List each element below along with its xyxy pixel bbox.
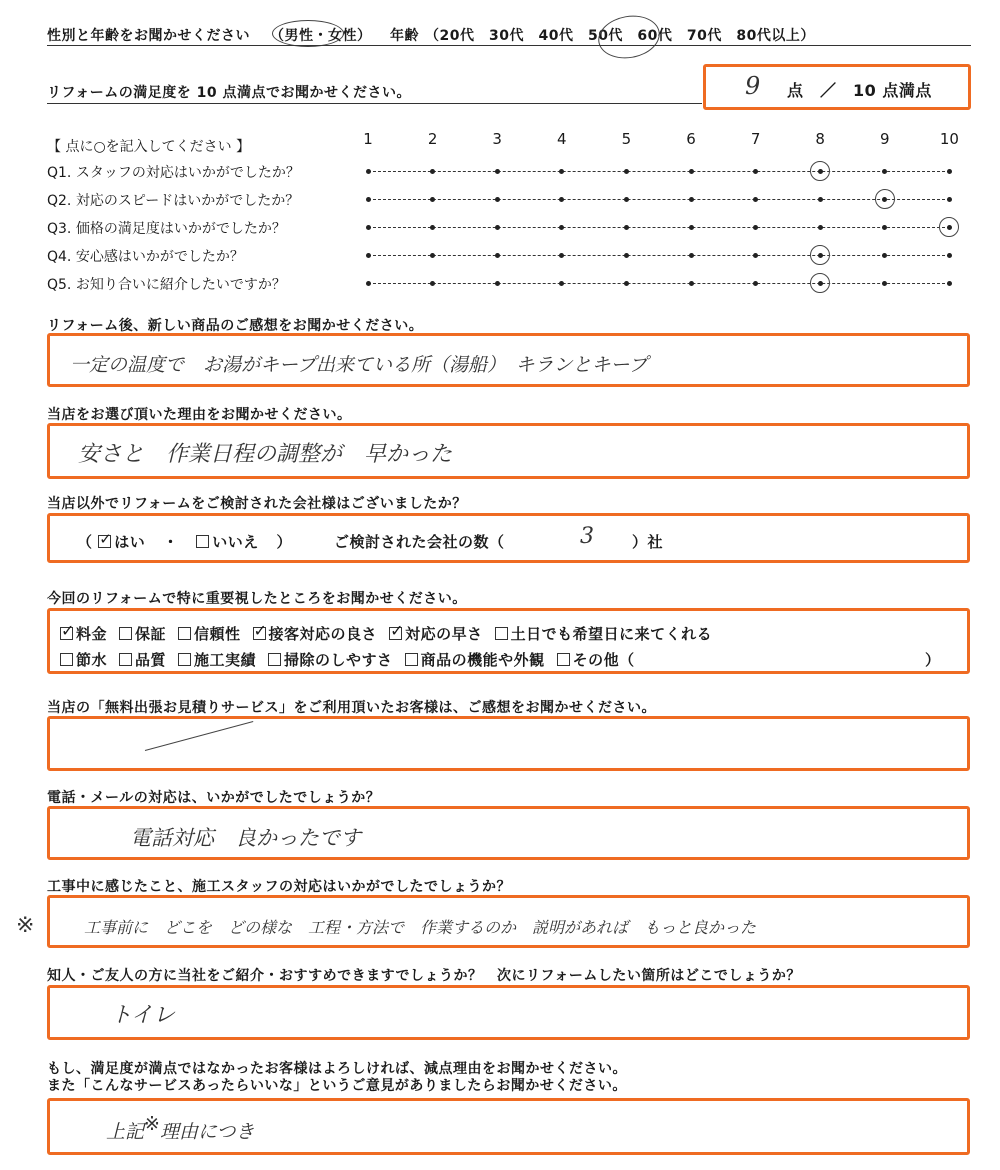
- open-paren: （: [77, 533, 93, 551]
- scale-number: 10: [939, 130, 959, 148]
- reason-question: 当店をお選び頂いた理由をお聞かせください。: [47, 407, 352, 423]
- recommend-answer: トイレ: [110, 1003, 175, 1028]
- phone-question: 電話・メールの対応は、いかがでしたでしょうか？: [47, 790, 381, 806]
- rating-point[interactable]: [882, 253, 887, 258]
- priority-checkbox[interactable]: [253, 621, 268, 640]
- rating-point[interactable]: [495, 253, 500, 258]
- rating-selected-circle: [810, 273, 830, 293]
- scale-number: 4: [557, 130, 567, 148]
- rating-dotted-line: [368, 227, 950, 228]
- priority-checkbox[interactable]: [60, 653, 73, 666]
- priority-option[interactable]: [389, 621, 483, 643]
- priority-checkbox[interactable]: [557, 653, 570, 666]
- rating-point[interactable]: [430, 197, 435, 202]
- priority-label: 品質: [135, 651, 167, 669]
- rating-point[interactable]: [366, 253, 371, 258]
- rating-point[interactable]: [947, 253, 952, 258]
- priority-checkbox[interactable]: [178, 627, 191, 640]
- other-companies-question: 当店以外でリフォームをご検討された会社様はございましたか？: [47, 496, 467, 512]
- rating-question-label: Q2. 対応のスピードはいかがでしたか？: [47, 193, 300, 209]
- rating-point[interactable]: [366, 197, 371, 202]
- priority-option[interactable]: [119, 625, 166, 643]
- priority-label: その他（: [572, 651, 635, 669]
- scale-number: 2: [427, 130, 438, 148]
- rating-point[interactable]: [689, 225, 694, 230]
- priority-checkbox[interactable]: [268, 653, 281, 666]
- rating-selected-circle: [939, 217, 959, 237]
- construction-answer: 工事前に どこを どの様な 工程・方法で 作業するのか 説明があれば もっと良かった: [84, 918, 757, 937]
- rating-point[interactable]: [430, 169, 435, 174]
- no-label: いいえ: [212, 533, 259, 551]
- rating-point[interactable]: [947, 281, 952, 286]
- priority-label: 信頼性: [194, 625, 241, 643]
- rating-point[interactable]: [753, 169, 758, 174]
- priority-checkbox[interactable]: [495, 627, 508, 640]
- improvement-answer-pre: 上記: [106, 1121, 145, 1143]
- recommend-question: 知人・ご友人の方に当社をご紹介・おすすめできますでしょうか？ 次にリフォームしたい箇所はどこでしょうか？: [47, 968, 801, 984]
- priorities-other-close: ）: [925, 651, 941, 669]
- rating-point[interactable]: [559, 169, 564, 174]
- phone-answer: 電話対応 良かったです: [130, 826, 361, 850]
- rating-point[interactable]: [882, 281, 887, 286]
- rating-point[interactable]: [430, 253, 435, 258]
- rating-point[interactable]: [947, 197, 952, 202]
- rating-point[interactable]: [495, 169, 500, 174]
- rating-point[interactable]: [559, 253, 564, 258]
- priority-label: 対応の早さ: [405, 625, 483, 643]
- construction-question: 工事中に感じたこと、施工スタッフの対応はいかがでしたでしょうか？: [47, 879, 511, 895]
- rating-point[interactable]: [495, 197, 500, 202]
- priority-option[interactable]: [60, 651, 107, 669]
- scale-number: 9: [880, 130, 890, 148]
- priority-option[interactable]: [495, 625, 713, 643]
- satisfaction-question: リフォームの満足度を 10 点満点でお聞かせください。: [47, 85, 412, 101]
- priority-label: 掃除のしやすさ: [284, 651, 393, 669]
- priority-option[interactable]: [119, 651, 166, 669]
- scale-number: 1: [363, 130, 373, 148]
- rating-selected-circle: [810, 245, 830, 265]
- rating-point[interactable]: [947, 169, 952, 174]
- gender-age-label: 性別と年齢をお聞かせください: [47, 28, 250, 44]
- priorities-row-1: [60, 623, 724, 644]
- rating-point[interactable]: [882, 225, 887, 230]
- priority-checkbox[interactable]: [119, 653, 132, 666]
- rating-point[interactable]: [366, 169, 371, 174]
- priority-checkbox[interactable]: [178, 653, 191, 666]
- rating-point[interactable]: [882, 169, 887, 174]
- priority-option[interactable]: [178, 651, 256, 669]
- priority-option[interactable]: [253, 621, 378, 643]
- scale-number: 5: [621, 130, 632, 148]
- rating-point[interactable]: [818, 197, 823, 202]
- rating-point[interactable]: [495, 225, 500, 230]
- priority-label: 接客対応の良さ: [268, 625, 378, 643]
- rating-question-label: Q1. スタッフの対応はいかがでしたか？: [47, 165, 300, 181]
- scale-number: 6: [686, 130, 696, 148]
- company-count-label: ご検討された会社の数（: [334, 533, 505, 551]
- rating-dotted-line: [368, 283, 950, 284]
- rating-point[interactable]: [689, 169, 694, 174]
- company-count-value: 3: [580, 524, 594, 549]
- rating-selected-circle: [810, 161, 830, 181]
- improvement-question-1: もし、満足度が満点ではなかったお客様はよろしければ、減点理由をお聞かせください。: [47, 1061, 627, 1077]
- priority-option[interactable]: [60, 621, 108, 643]
- priority-label: 商品の機能や外観: [420, 651, 545, 669]
- priority-label: 土日でも希望日に来てくれる: [510, 625, 713, 643]
- scale-number: 3: [492, 130, 502, 148]
- check-mark: ✓: [390, 621, 404, 640]
- rating-point[interactable]: [559, 281, 564, 286]
- scale-number: 7: [750, 130, 761, 148]
- rating-point[interactable]: [495, 281, 500, 286]
- priority-checkbox[interactable]: [405, 653, 418, 666]
- rating-instruction: 【 点に○を記入してください 】: [47, 139, 251, 155]
- check-mark: ✓: [253, 621, 268, 640]
- rating-question-label: Q5. お知り合いに紹介したいですか？: [47, 277, 286, 293]
- satisfaction-score: 9: [745, 72, 761, 100]
- rating-point[interactable]: [624, 197, 629, 202]
- rating-question-label: Q3. 価格の満足度はいかがでしたか？: [47, 221, 286, 237]
- rating-point[interactable]: [689, 197, 694, 202]
- rating-point[interactable]: [366, 225, 371, 230]
- gender-circle-mark: [272, 20, 344, 47]
- rating-point[interactable]: [689, 253, 694, 258]
- yes-checkbox[interactable]: [98, 530, 113, 548]
- yes-check-mark: ✓: [99, 530, 113, 548]
- rating-point[interactable]: [430, 281, 435, 286]
- rating-dotted-line: [368, 171, 950, 172]
- rating-point[interactable]: [559, 225, 564, 230]
- estimate-question: 当店の「無料出張お見積りサービス」をご利用頂いたお客様は、ご感想をお聞かせください。: [47, 700, 656, 716]
- rating-point[interactable]: [430, 225, 435, 230]
- rating-point[interactable]: [753, 253, 758, 258]
- rating-point[interactable]: [366, 281, 371, 286]
- priority-checkbox[interactable]: [60, 621, 75, 640]
- rating-selected-circle: [875, 189, 895, 209]
- rating-dotted-line: [368, 199, 950, 200]
- rating-point[interactable]: [818, 225, 823, 230]
- rating-question-label: Q4. 安心感はいかがでしたか？: [47, 249, 244, 265]
- priority-label: 施工実績: [194, 651, 257, 669]
- estimate-answer-box: [47, 716, 970, 771]
- satisfaction-unit: 点 ／ 10 点満点: [787, 81, 932, 100]
- rating-point[interactable]: [624, 169, 629, 174]
- improvement-question-2: また「こんなサービスあったらいいな」というご意見がありましたらお聞かせください。: [47, 1078, 627, 1094]
- improvement-answer-post: 理由につき: [159, 1121, 255, 1143]
- scale-number: 8: [815, 130, 825, 148]
- gender-options: （男性・女性）: [270, 28, 372, 44]
- rating-point[interactable]: [624, 253, 629, 258]
- divider-line: [47, 45, 971, 46]
- satisfaction-underline: [47, 103, 702, 104]
- priorities-question: 今回のリフォームで特に重要視したところをお聞かせください。: [47, 591, 467, 607]
- priority-option[interactable]: [405, 651, 545, 669]
- priority-label: 保証: [135, 625, 167, 643]
- no-checkbox[interactable]: [196, 535, 209, 548]
- priority-option[interactable]: [268, 651, 393, 669]
- asterisk-mark: ※: [16, 913, 35, 938]
- age-circle-mark: [595, 11, 663, 63]
- rating-point[interactable]: [753, 281, 758, 286]
- check-mark: ✓: [61, 621, 75, 640]
- priority-option[interactable]: [178, 625, 241, 643]
- age-options: （20代 30代 40代 50代 60代 70代 80代以上）: [425, 28, 815, 44]
- rating-dotted-line: [368, 255, 950, 256]
- other-companies-options: [77, 531, 292, 552]
- improvement-answer: [106, 1113, 255, 1144]
- priority-checkbox[interactable]: [119, 627, 132, 640]
- reason-answer: 安さと 作業日程の調整が 早かった: [78, 442, 453, 467]
- yes-label: はい: [114, 533, 146, 551]
- rating-point[interactable]: [753, 225, 758, 230]
- rating-point[interactable]: [559, 197, 564, 202]
- priority-checkbox[interactable]: [389, 621, 404, 640]
- priority-label: 料金: [76, 625, 108, 643]
- age-label: 年齢: [390, 28, 419, 44]
- rating-point[interactable]: [624, 281, 629, 286]
- recommend-answer-box: [47, 985, 970, 1040]
- impressions-answer: 一定の温度で お湯がキープ出来ている所（湯船） キランとキープ: [70, 354, 648, 376]
- company-count-unit: ）社: [632, 533, 664, 551]
- improvement-asterisk: ※: [144, 1113, 160, 1135]
- priority-label: 節水: [76, 651, 108, 669]
- rating-point[interactable]: [753, 197, 758, 202]
- rating-point[interactable]: [689, 281, 694, 286]
- close-paren: ）: [276, 533, 293, 551]
- impressions-question: リフォーム後、新しい商品のご感想をお聞かせください。: [47, 318, 424, 334]
- yes-no-separator: ・: [163, 533, 179, 551]
- priority-option[interactable]: [557, 651, 635, 669]
- rating-point[interactable]: [624, 225, 629, 230]
- priorities-row-2: [60, 649, 647, 670]
